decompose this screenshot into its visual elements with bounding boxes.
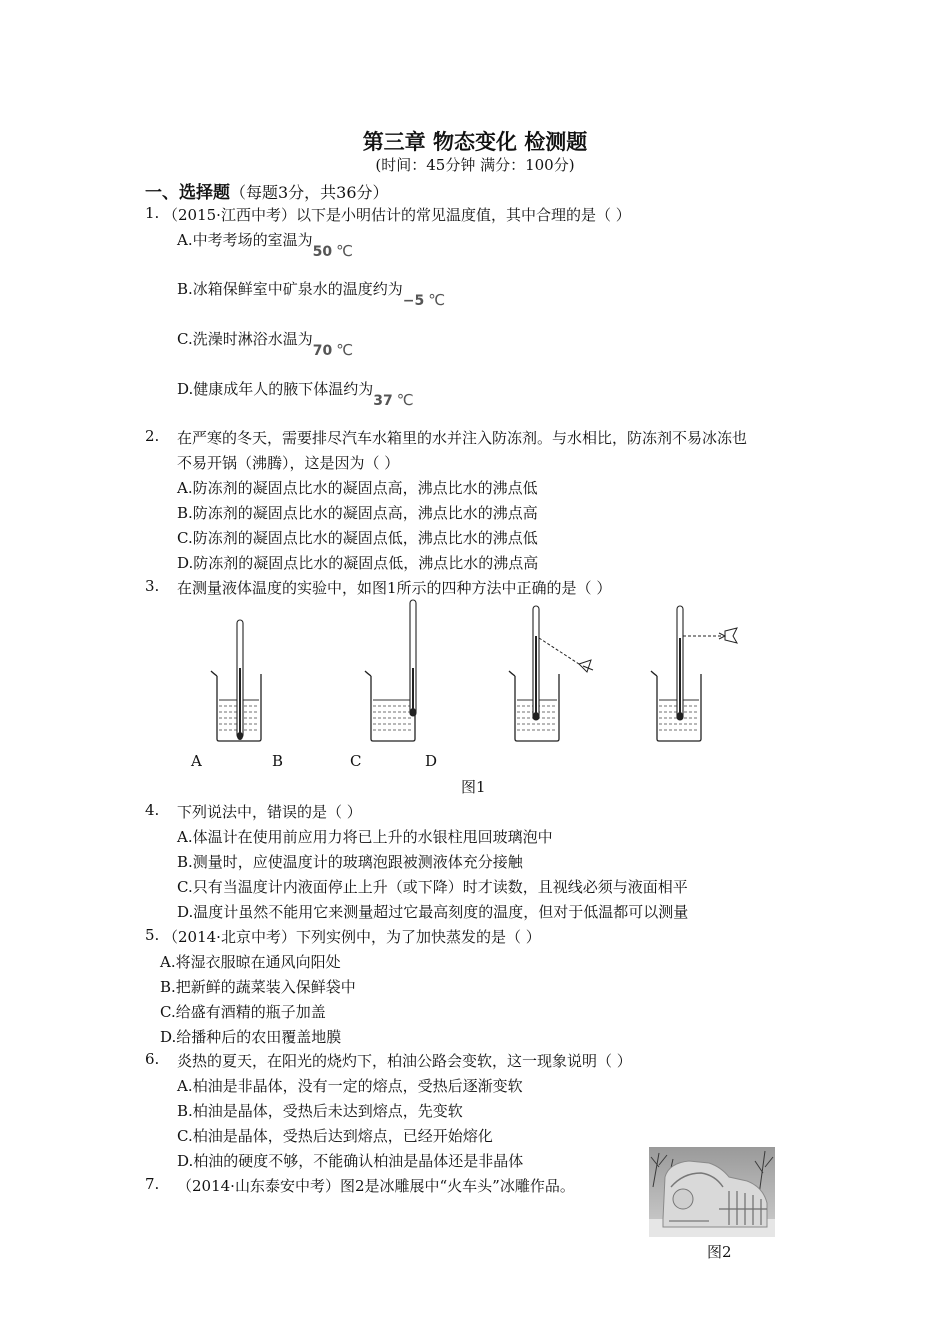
beaker-b bbox=[365, 600, 416, 741]
figure-2-caption: 图2 bbox=[707, 1243, 732, 1261]
q1-b-value bbox=[403, 293, 445, 309]
q6-stem: 炎热的夏天，在阳光的烧灼下，柏油公路会变软，这一现象说明（ ） bbox=[177, 1052, 632, 1070]
q1-b-number: −5 bbox=[402, 293, 425, 309]
q2-number: 2. bbox=[145, 427, 160, 445]
section-heading bbox=[145, 178, 389, 203]
figure-1-caption: 图1 bbox=[461, 778, 486, 796]
q1-b-text: B.冰箱保鲜室中矿泉水的温度约为 bbox=[177, 280, 403, 298]
q1-a-text: A.中考考场的室温为 bbox=[177, 231, 313, 249]
section-note: （每题3分，共36分） bbox=[230, 183, 389, 202]
q1-option-b bbox=[177, 278, 446, 309]
q1-option-c bbox=[177, 328, 354, 359]
q6-option-d: D.柏油的硬度不够，不能确认柏油是晶体还是非晶体 bbox=[177, 1152, 524, 1170]
page-title: 第三章 物态变化 检测题 bbox=[362, 130, 588, 154]
q2-option-a: A.防冻剂的凝固点比水的凝固点高，沸点比水的沸点低 bbox=[177, 479, 538, 497]
q1-number: 1. bbox=[145, 204, 160, 222]
beaker-a bbox=[211, 620, 261, 741]
q5-stem: （2014·北京中考）下列实例中，为了加快蒸发的是（ ） bbox=[163, 928, 541, 946]
figure-1-label-a: A bbox=[191, 752, 202, 770]
q2-line1: 在严寒的冬天，需要排尽汽车水箱里的水并注入防冻剂。与水相比，防冻剂不易冰冻也 bbox=[177, 429, 748, 447]
q2-line2: 不易开锅（沸腾），这是因为（ ） bbox=[177, 454, 400, 472]
q1-d-text: D.健康成年人的腋下体温约为 bbox=[177, 380, 374, 398]
figure-2-ice-sculpture-photo bbox=[649, 1147, 775, 1237]
q1-stem: （2015·江西中考）以下是小明估计的常见温度值，其中合理的是（ ） bbox=[163, 206, 631, 224]
q5-option-c: C.给盛有酒精的瓶子加盖 bbox=[160, 1003, 326, 1021]
degree-unit: ℃ bbox=[336, 341, 354, 359]
figure-1-thermometers bbox=[195, 598, 755, 748]
q4-option-a: A.体温计在使用前应用力将已上升的水银柱甩回玻璃泡中 bbox=[177, 828, 553, 846]
degree-unit: ℃ bbox=[428, 291, 446, 309]
q4-stem: 下列说法中，错误的是（ ） bbox=[177, 803, 362, 821]
beaker-c bbox=[509, 606, 593, 741]
q2-option-c: C.防冻剂的凝固点比水的凝固点低，沸点比水的沸点低 bbox=[177, 529, 538, 547]
q6-option-b: B.柏油是晶体，受热后未达到熔点，先变软 bbox=[177, 1102, 463, 1120]
beaker-d bbox=[651, 606, 737, 741]
page-subtitle: (时间：45分钟 满分：100分) bbox=[375, 156, 575, 174]
q2-option-d: D.防冻剂的凝固点比水的凝固点低，沸点比水的沸点高 bbox=[177, 554, 539, 572]
q1-option-a bbox=[177, 229, 353, 260]
q1-d-number: 37 bbox=[373, 393, 393, 409]
q4-number: 4. bbox=[145, 801, 160, 819]
q6-option-c: C.柏油是晶体，受热后达到熔点，已经开始熔化 bbox=[177, 1127, 493, 1145]
q1-c-text: C.洗澡时淋浴水温为 bbox=[177, 330, 313, 348]
q6-number: 6. bbox=[145, 1050, 160, 1068]
q4-option-b: B.测量时，应使温度计的玻璃泡跟被测液体充分接触 bbox=[177, 853, 523, 871]
figure-1-label-c: C bbox=[350, 752, 362, 770]
q6-option-a: A.柏油是非晶体，没有一定的熔点，受热后逐渐变软 bbox=[177, 1077, 523, 1095]
q1-a-value bbox=[313, 244, 353, 260]
q3-stem: 在测量液体温度的实验中，如图1所示的四种方法中正确的是（ ） bbox=[177, 579, 612, 597]
q5-option-a: A.将湿衣服晾在通风向阳处 bbox=[160, 953, 341, 971]
q4-option-d: D.温度计虽然不能用它来测量超过它最高刻度的温度，但对于低温都可以测量 bbox=[177, 903, 689, 921]
q7-number: 7. bbox=[145, 1175, 160, 1193]
section-title: 一、选择题 bbox=[145, 183, 230, 203]
q5-option-d: D.给播种后的农田覆盖地膜 bbox=[160, 1028, 342, 1046]
q1-c-value bbox=[313, 343, 353, 359]
q7-stem: （2014·山东泰安中考）图2是冰雕展中“火车头”冰雕作品。 bbox=[177, 1177, 575, 1195]
q2-option-b: B.防冻剂的凝固点比水的凝固点高，沸点比水的沸点高 bbox=[177, 504, 538, 522]
q1-a-number: 50 bbox=[312, 244, 333, 260]
degree-unit: ℃ bbox=[336, 242, 353, 260]
q1-c-number: 70 bbox=[312, 343, 333, 359]
figure-1-label-b: B bbox=[272, 752, 284, 770]
q1-option-d bbox=[177, 378, 414, 409]
q5-number: 5. bbox=[145, 926, 160, 944]
q4-option-c: C.只有当温度计内液面停止上升（或下降）时才读数，且视线必须与液面相平 bbox=[177, 878, 688, 896]
q5-option-b: B.把新鲜的蔬菜装入保鲜袋中 bbox=[160, 978, 356, 996]
q3-number: 3. bbox=[145, 577, 160, 595]
degree-unit: ℃ bbox=[396, 391, 414, 409]
q1-d-value bbox=[373, 393, 413, 409]
figure-1-label-d: D bbox=[425, 752, 438, 770]
